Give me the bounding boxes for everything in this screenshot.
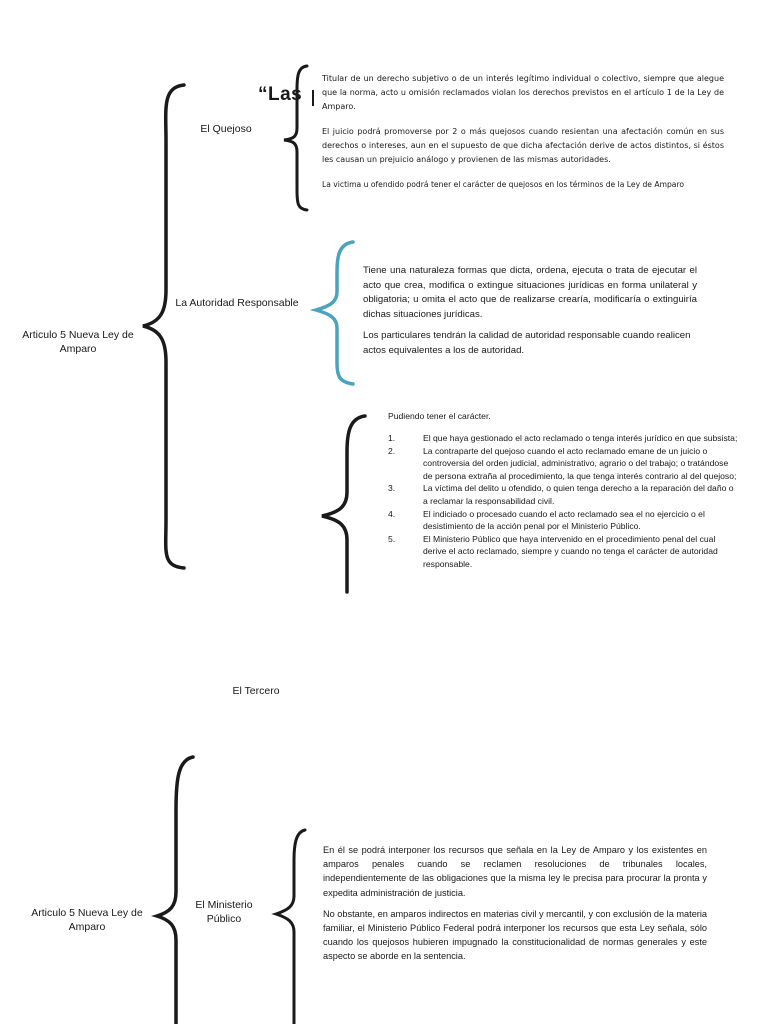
overlay-title-fragment: “Las [258, 84, 303, 105]
list-item-number: 2. [388, 445, 396, 456]
ministerio-paragraph: No obstante, en amparos indirectos en materias civil y mercantil, y con exclusión de la materia familiar, el Ministerio Público Federal podrá interponer los recursos que esta Ley señala, sólo cuando los quejosos hubieren impugnado la constitucionalidad de normas generales y este aspecto se aborde en la sentencia. [323, 908, 708, 962]
root-label-page1: Articulo 5 Nueva Ley de Amparo [22, 329, 134, 355]
list-item-number: 1. [388, 433, 396, 443]
autoridad-definition [363, 264, 697, 358]
list-item-number: 4. [388, 508, 396, 519]
quejoso-paragraph: El juicio podrá promoverse por 2 o más quejosos cuando resientan una afectación común en sus derechos o intereses, aun en el supuesto de que dicha afectación derive de actos distintos, si éstos les causan un prejuicio análogo y provienen de las mismas autoridades. [322, 127, 724, 164]
list-item-text: La víctima del delito u ofendido, o quien tenga derecho a la reparación del daño o a reclamar la responsabilidad civil. [423, 483, 734, 506]
list-item [388, 533, 738, 571]
tercero-intro: Pudiendo tener el carácter. [388, 411, 491, 421]
list-item-text: La contraparte del quejoso cuando el acto reclamado emane de un juicio o controversia del orden judicial, administrativo, agrario o del trabajo; o tratándose de persona extraña al procedimiento, la que tenga interés contrario al del quejoso; [423, 445, 737, 481]
list-item [388, 445, 738, 483]
main-brace-page2 [157, 757, 193, 1024]
autoridad-paragraph: Los particulares tendrán la calidad de autoridad responsable cuando realicen actos equivalentes a los de autoridad. [363, 330, 691, 356]
text-cursor [312, 90, 314, 106]
autoridad-brace [316, 242, 353, 384]
list-item [388, 432, 738, 445]
autoridad-paragraph: Tiene una naturaleza formas que dicta, ordena, ejecuta o trata de ejecutar el acto que crea, modifica o extingue situaciones jurídicas en forma unilateral y obligatoria; u omita el acto que de realizarse crearía, modificaría o extinguiría dichas situaciones jurídicas. [363, 265, 697, 320]
ministerio-label: El Ministerio Público [195, 899, 253, 925]
tercero-label: El Tercero [232, 685, 280, 697]
tercero-definition [388, 410, 738, 594]
ministerio-paragraph: En él se podrá interponer los recursos que señala en la Ley de Amparo y los existentes en amparos penales cuando se reclamen resoluciones de tribunales locales, independientemente de las obligaciones que la misma ley le precisa para procurar la pronta y expedita administración de justicia. [323, 845, 707, 898]
autoridad-label: La Autoridad Responsable [175, 297, 299, 309]
quejoso-paragraph: Titular de un derecho subjetivo o de un interés legítimo individual o colectivo, siempre que alegue que la norma, acto u omisión reclamados violan los derechos previstos en el artículo 1 de la Ley de Amparo. [322, 74, 724, 111]
list-item [388, 508, 738, 533]
list-item-text: El indiciado o procesado cuando el acto reclamado sea el no ejercicio o el desistimiento de la acción penal por el Ministerio Público. [423, 508, 705, 532]
list-item-text: El que haya gestionado el acto reclamado o tenga interés jurídico en que subsista; [423, 433, 738, 443]
quejoso-definition [322, 72, 724, 192]
quejoso-paragraph: La victima u ofendido podrá tener el carácter de quejosos en los términos de la Ley de Amparo [322, 180, 685, 189]
main-brace-page1 [143, 85, 184, 568]
tercero-brace [322, 416, 365, 592]
tercero-list [388, 432, 738, 571]
list-item-number: 5. [388, 533, 396, 544]
list-item-text: El Ministerio Público que haya intervenido en el procedimiento penal del cual derive el acto reclamado, siempre y cuando no tenga el carácter de autoridad responsable. [423, 533, 718, 569]
list-item-number: 3. [388, 483, 396, 494]
quejoso-label: El Quejoso [200, 123, 252, 135]
ministerio-definition [323, 843, 707, 964]
list-item [388, 482, 738, 507]
root-label-page2: Articulo 5 Nueva Ley de Amparo [31, 907, 143, 933]
ministerio-brace [276, 830, 305, 1024]
